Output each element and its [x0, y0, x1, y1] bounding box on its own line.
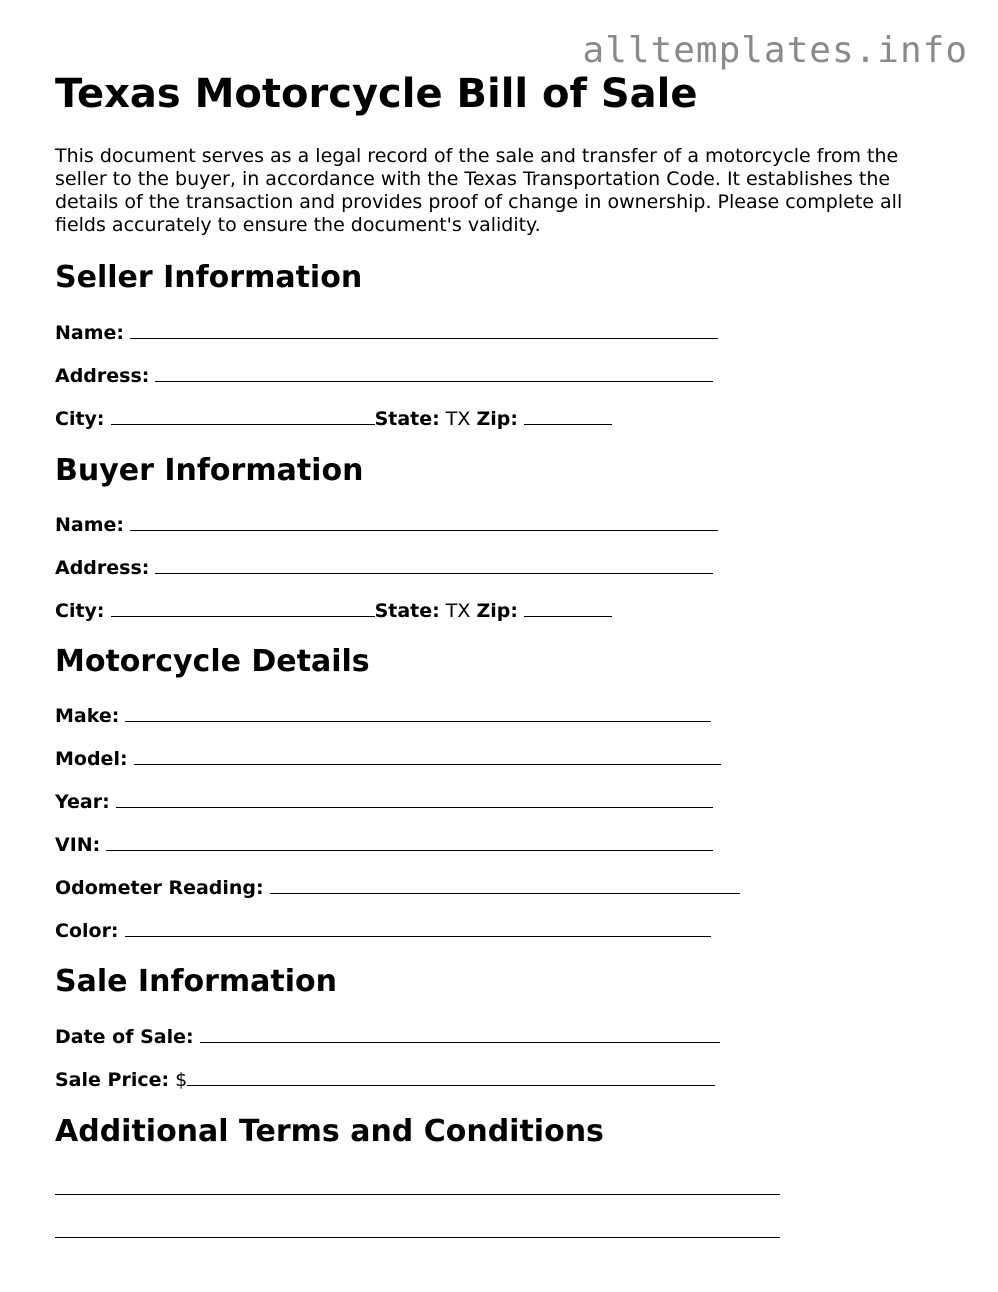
- color-label: Color:: [55, 920, 119, 942]
- seller-city-row: [55, 406, 612, 431]
- seller-name-blank[interactable]: [130, 320, 718, 339]
- seller-state-label: State:: [374, 408, 440, 430]
- model-blank[interactable]: [134, 746, 721, 765]
- sale-date-label: Date of Sale:: [55, 1026, 194, 1048]
- year-label: Year:: [55, 791, 110, 813]
- seller-address-blank[interactable]: [155, 363, 713, 382]
- buyer-city-blank[interactable]: [111, 598, 375, 617]
- intro-paragraph: This document serves as a legal record of the sale and transfer of a motorcycle from the seller to the buyer, in accordance with the Texas Transportation Code. It establishes the details of the transaction and provides proof of change in ownership. Please complete all fields accurately to ensure the document's validity.: [55, 145, 903, 236]
- sale-date-blank[interactable]: [200, 1024, 720, 1043]
- terms-line-2[interactable]: [55, 1237, 780, 1238]
- seller-zip-label: Zip:: [476, 408, 518, 430]
- terms-line-1[interactable]: [55, 1194, 780, 1195]
- seller-address-label: Address:: [55, 365, 150, 387]
- buyer-heading: Buyer Information: [55, 453, 364, 488]
- model-label: Model:: [55, 748, 128, 770]
- buyer-address-row: [55, 555, 713, 580]
- vin-blank[interactable]: [106, 832, 713, 851]
- buyer-address-blank[interactable]: [155, 555, 713, 574]
- motorcycle-heading: Motorcycle Details: [55, 644, 370, 679]
- odometer-row: [55, 875, 740, 900]
- seller-name-row: [55, 320, 718, 345]
- buyer-name-row: [55, 512, 718, 537]
- buyer-city-row: [55, 598, 612, 623]
- buyer-zip-label: Zip:: [476, 600, 518, 622]
- make-blank[interactable]: [125, 703, 711, 722]
- make-row: [55, 703, 711, 728]
- color-row: [55, 918, 711, 943]
- buyer-name-blank[interactable]: [130, 512, 718, 531]
- sale-price-blank[interactable]: [187, 1067, 715, 1086]
- buyer-state-value: TX: [445, 600, 471, 622]
- seller-city-label: City:: [55, 408, 105, 430]
- sale-price-row: [55, 1067, 715, 1092]
- buyer-zip-blank[interactable]: [524, 598, 612, 617]
- page-title: Texas Motorcycle Bill of Sale: [55, 71, 698, 117]
- color-blank[interactable]: [125, 918, 711, 937]
- vin-label: VIN:: [55, 834, 101, 856]
- buyer-address-label: Address:: [55, 557, 150, 579]
- seller-name-label: Name:: [55, 322, 125, 344]
- vin-row: [55, 832, 713, 857]
- year-blank[interactable]: [116, 789, 713, 808]
- model-row: [55, 746, 721, 771]
- watermark: alltemplates.info: [582, 30, 968, 71]
- seller-heading: Seller Information: [55, 260, 363, 295]
- seller-address-row: [55, 363, 713, 388]
- sale-price-label: Sale Price:: [55, 1069, 170, 1091]
- seller-zip-blank[interactable]: [524, 406, 612, 425]
- seller-state-value: TX: [445, 408, 471, 430]
- buyer-name-label: Name:: [55, 514, 125, 536]
- sale-heading: Sale Information: [55, 964, 337, 999]
- year-row: [55, 789, 713, 814]
- buyer-city-label: City:: [55, 600, 105, 622]
- buyer-state-label: State:: [374, 600, 440, 622]
- seller-city-blank[interactable]: [111, 406, 375, 425]
- sale-date-row: [55, 1024, 720, 1049]
- odometer-blank[interactable]: [270, 875, 740, 894]
- terms-heading: Additional Terms and Conditions: [55, 1114, 604, 1149]
- odometer-label: Odometer Reading:: [55, 877, 264, 899]
- currency-symbol: $: [175, 1069, 188, 1091]
- make-label: Make:: [55, 705, 120, 727]
